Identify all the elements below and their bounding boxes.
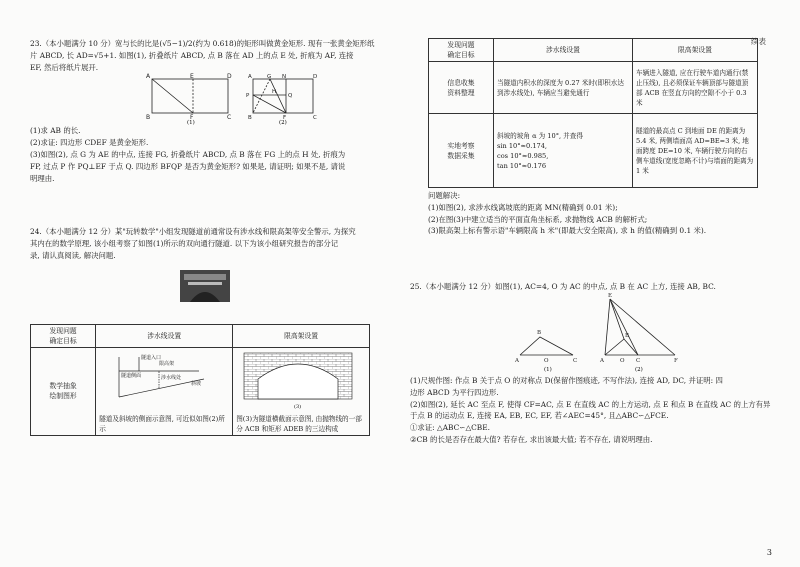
q25-fig2-a: A — [600, 357, 604, 364]
q23-line-2: 片 ABCD, 长 AD=√5+1. 如图(1), 折叠纸片 ABCD, 点 B 落在 AD 上的点 E 处, 折痕为 AF, 连接 — [30, 50, 354, 60]
solve-item-1: (1)如图(2), 求涉水线离坡底的距离 MN(精确到 0.01 米); — [428, 202, 618, 212]
q24-line-1: 24.（本小题满分 12 分）某"玩转数学"小组发现隧道前通常设有涉水线和限高架等安全警示, 为探究 — [30, 227, 356, 237]
q24-table — [30, 324, 370, 436]
row-label-line-1: 数学抽象 — [49, 382, 77, 391]
fig2-point-d: D — [313, 74, 318, 81]
rt-row2-label-2: 数据采集 — [447, 151, 475, 160]
fig2-point-a: A — [248, 74, 252, 81]
rt-row1-water: 当隧道内积水的深度为 0.27 米时(即积水达到涉水线处), 车辆应当避免通行 — [494, 62, 633, 114]
page-number: 3 — [766, 548, 772, 557]
q25-fig2-caption: (2) — [635, 366, 643, 373]
q23-sub-1: (1)求 AB 的长. — [30, 126, 81, 136]
trig-line-3: cos 10°≈0.985, — [497, 151, 549, 160]
q24-table-head-3: 限高架设置 — [233, 324, 370, 347]
fig1-point-d: D — [227, 73, 232, 81]
q25-line-4: 于点 B 的运动点 E, 连接 EA, EB, EC, EF, 若∠AEC=45°, 且△ABC∽△FCE. — [410, 411, 669, 421]
rt-row1-label-2: 资料整理 — [447, 88, 475, 97]
label-tunnel-entrance: 隧道入口 — [141, 354, 162, 361]
fig2-point-p: P — [246, 93, 250, 100]
q23-figures — [30, 73, 390, 125]
q24-table-head-2: 涉水线设置 — [96, 324, 233, 347]
fig2-point-f: F — [283, 115, 287, 122]
trig-line-4: tan 10°≈0.176 — [497, 161, 547, 170]
label-height-bar: 限高架 — [159, 360, 175, 367]
slope-diagram — [99, 349, 229, 411]
right-column — [410, 38, 775, 446]
solve-item-2: (2)在图(3)中建立适当的平面直角坐标系, 求抛物线 ACB 的解析式; — [428, 214, 648, 224]
q25-fig2 — [605, 299, 675, 355]
cross-section-caption: (3) — [294, 403, 302, 410]
solve-item-3: (3)限高架上标有警示语"车辆限高 h 米"(即最大安全限高), 求 h 的值(精确到 0.1 米). — [428, 226, 707, 236]
fig1-point-c: C — [227, 114, 232, 122]
q24-cell-height — [233, 347, 370, 435]
header-continued: 续表 — [751, 37, 766, 46]
q23-line-3: EF, 然后将纸片展开. — [30, 62, 99, 72]
q23-sub-2: (2)求证: 四边形 CDEF 是黄金矩形. — [30, 138, 149, 148]
fig1-point-b: B — [146, 114, 151, 122]
q24-line-2: 其内在的数学原理, 该小组考察了如图(1)所示的双向通行隧道. 以下为该小组研究报告的部分记 — [30, 239, 339, 249]
label-water-line: 涉水线处 — [161, 374, 182, 381]
water-cell-text: 隧道及斜坡的侧面示意图, 可近似如图(2)所示 — [99, 414, 225, 433]
rt-row1-height: 车辆进入隧道, 应在行驶车道内通行(禁止压线), 且必须保证车辆顶部与隧道顶部 ACB 在竖直方向的空隙不小于 0.3 米 — [633, 62, 758, 114]
label-slope: 斜坡 — [191, 380, 202, 387]
q25-fig2-o: O — [620, 357, 625, 364]
trig-line-1: 斜坡的坡角 α 为 10°, 并查得 — [497, 131, 583, 140]
rt-head-1: 发现问题 确定目标 — [429, 39, 494, 62]
tunnel-photo — [30, 266, 390, 306]
rt-row2-height: 隧道的最高点 C 到地面 DE 的距离为 5.4 米, 两侧墙面高 AD=BE=3 米, 地面跨度 DE=10 米, 车辆行驶方向的右侧车道线(宽度忽略不计)与墙面的距离为 1 米 — [633, 114, 758, 188]
q25-fig2-e: E — [608, 292, 613, 299]
q23-sub-3c: 明理由. — [30, 173, 55, 183]
fig1-point-f: F — [190, 114, 194, 122]
q25-intro: 25.（本小题满分 12 分）如图(1), AC=4, O 为 AC 的中点, 点 B 在 AC 上方, 连接 AB, BC. — [410, 282, 716, 292]
solve-title: 问题解决: — [428, 191, 461, 200]
q25-fig1-caption: (1) — [544, 366, 552, 373]
q25-fig1-o: O — [544, 357, 549, 364]
rt-head-2: 涉水线设置 — [494, 39, 633, 62]
solve-section — [428, 190, 775, 237]
q25-fig1-b: B — [537, 329, 542, 336]
fig2-point-g: G — [267, 74, 272, 81]
q25-fig1-a: A — [515, 357, 519, 364]
q25-fig2-f: F — [674, 357, 678, 364]
q25-fig2-b: B — [625, 332, 630, 339]
fig2-point-q: Q — [288, 93, 293, 100]
row-label-line-2: 绘制图形 — [49, 392, 77, 401]
q25-line-1: (1)尺规作图: 作点 B 关于点 O 的对称点 D(保留作图痕迹, 不写作法), 连接 AD, DC, 并证明: 四 — [410, 375, 723, 385]
fig1-point-a: A — [146, 73, 151, 81]
fig2-point-n: N — [282, 74, 287, 81]
q25-line-3: (2)如图(2), 延长 AC 至点 F, 使得 CF=AC, 点 E 在直线 AC 的上方运动, 点 E 和点 B 在直线 AC 的上方有异 — [410, 399, 771, 409]
q25-figures — [410, 293, 775, 375]
rt-row2-label — [429, 114, 494, 188]
q23-sub-3b: FP, 过点 P 作 PQ⊥EF 于点 Q. 四边形 BFQP 是否为黄金矩形? 如果是, 请证明; 如果不是, 请说 — [30, 161, 346, 171]
q25-line-5: ①求证: △ABC∽△CBE. — [410, 423, 490, 433]
q24-table-head-1: 发现问题 确定目标 — [31, 324, 96, 347]
q23-fig1 — [152, 79, 228, 113]
rt-row2-label-1: 实地考察 — [447, 141, 475, 150]
q25-line-6: ②CB 的长是否存在最大值? 若存在, 求出该最大值; 若不存在, 请说明理由. — [410, 434, 653, 444]
fig2-point-b: B — [248, 115, 252, 122]
q24-cell-water — [96, 347, 233, 435]
rt-head-3: 限高架设置 — [633, 39, 758, 62]
q24-line-3: 录, 请认真阅读, 解决问题. — [30, 250, 116, 260]
tunnel-cross-section — [236, 349, 360, 411]
q25-line-2: 边形 ABCD 为平行四边形. — [410, 387, 499, 397]
rt-row2-water — [494, 114, 633, 188]
q23-sub-3a: (3)如图(2), 点 G 为 AE 的中点, 连接 FG, 折叠纸片 ABCD, 点 B 落在 FG 上的点 H 处, 折痕为 — [30, 149, 346, 159]
fig1-point-e: E — [190, 73, 194, 81]
rt-row1-label — [429, 62, 494, 114]
q23-fig2-caption: (2) — [279, 120, 287, 126]
left-column — [30, 38, 390, 436]
q23-fig2 — [253, 79, 313, 113]
rt-row1-label-1: 信息收集 — [447, 78, 475, 87]
q23-line-1: 23.（本小题满分 10 分）宽与长的比是(√5−1)/2(约为 0.618)的矩形叫做黄金矩形. 现有一张黄金矩形纸 — [30, 39, 375, 48]
q25-fig2-c: C — [636, 357, 641, 364]
q25-fig1 — [520, 337, 573, 355]
label-tunnel-side: 隧道侧面 — [121, 372, 142, 379]
q24-row-label — [31, 347, 96, 435]
q25-fig1-c: C — [573, 357, 578, 364]
fig2-point-c: C — [313, 115, 317, 122]
trig-line-2: sin 10°≈0.174, — [497, 141, 548, 150]
q23-fig1-caption: (1) — [187, 120, 195, 126]
height-cell-text: 图(3)为隧道横截面示意图, 由抛物线的一部分 ACB 和矩形 ADEB 的三边构成 — [236, 414, 362, 433]
fig2-point-h: H — [272, 89, 277, 96]
right-table — [428, 38, 758, 188]
